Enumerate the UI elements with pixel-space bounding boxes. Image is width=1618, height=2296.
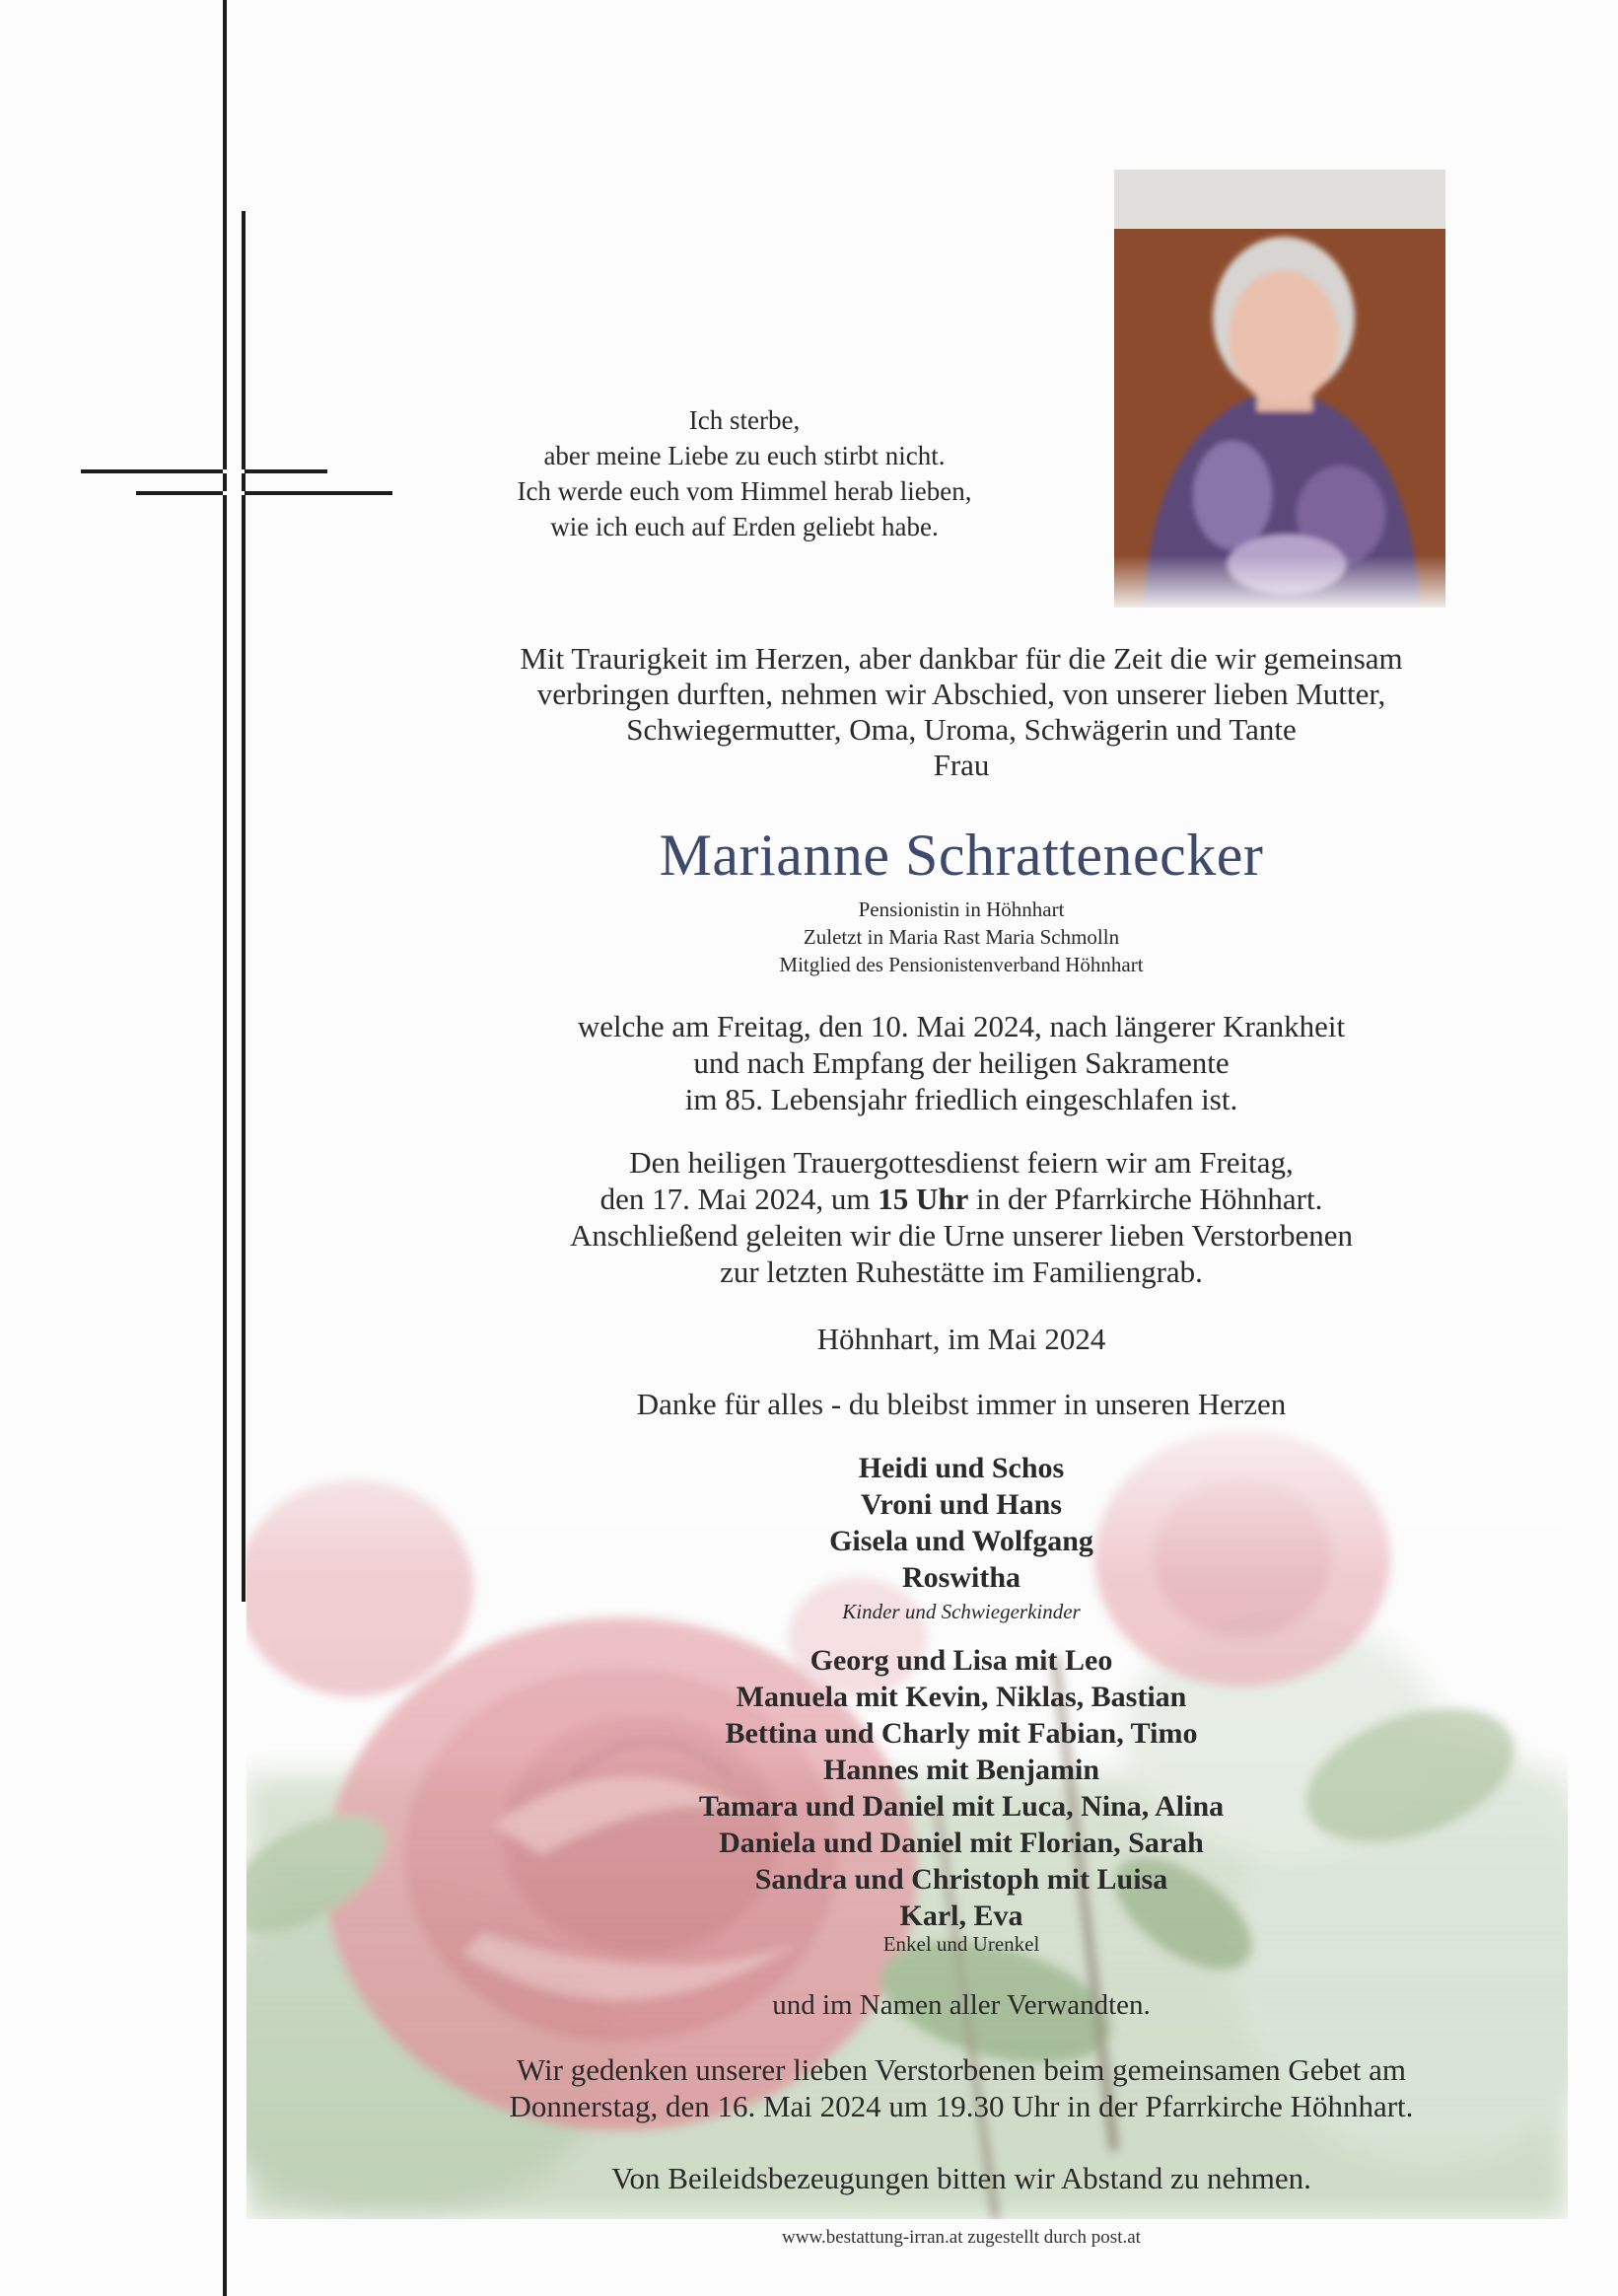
list-item: Bettina und Charly mit Fabian, Timo <box>725 1717 1198 1750</box>
service-line: Anschließend geleiten wir die Urne unserer lieben Verstorbenen <box>570 1218 1353 1253</box>
list-item: Daniela und Daniel mit Florian, Sarah <box>719 1827 1204 1859</box>
portrait-photo <box>1114 170 1445 608</box>
cross-short-vertical <box>242 211 246 1602</box>
service-line: zur letzten Ruhestätte im Familiengrab. <box>720 1255 1203 1289</box>
quote-line: Ich werde euch vom Himmel herab lieben, <box>517 476 972 506</box>
intro-line: Mit Traurigkeit im Herzen, aber dankbar für die Zeit die wir gemeinsam <box>520 641 1403 676</box>
death-paragraph <box>306 1008 1617 1117</box>
cross-long-vertical <box>223 0 227 2296</box>
prayer-paragraph <box>306 2051 1617 2124</box>
list-item: Tamara und Daniel mit Luca, Nina, Alina <box>698 1790 1225 1823</box>
grandchildren-role: Enkel und Urenkel <box>882 1932 1040 1956</box>
thanks-line: Danke für alles - du bleibst immer in unseren Herzen <box>636 1387 1287 1421</box>
list-item: Heidi und Schos <box>858 1452 1065 1484</box>
service-text: den 17. Mai 2024, um <box>599 1182 879 1216</box>
list-item: Sandra und Christoph mit Luisa <box>754 1863 1168 1896</box>
service-text: in der Pfarrkirche Höhnhart. <box>968 1182 1323 1216</box>
condolences-note: Von Beileidsbezeugungen bitten wir Abstand zu nehmen. <box>611 2161 1311 2195</box>
prayer-line: Donnerstag, den 16. Mai 2024 um 19.30 Uhr in der Pfarrkirche Höhnhart. <box>509 2089 1414 2123</box>
place-date: Höhnhart, im Mai 2024 <box>816 1322 1106 1356</box>
list-item: Vroni und Hans <box>861 1488 1062 1521</box>
deceased-info <box>306 896 1617 978</box>
intro-line: Schwiegermutter, Oma, Uroma, Schwägerin und Tante <box>626 712 1297 747</box>
cross-lower-horizontal <box>136 491 392 495</box>
children-list <box>306 1450 1617 1596</box>
intro-line: Frau <box>933 748 990 782</box>
relatives-line: und im Namen aller Verwandten. <box>772 1989 1151 2021</box>
intro-paragraph <box>306 641 1617 783</box>
service-paragraph <box>306 1144 1617 1290</box>
info-line: Mitglied des Pensionistenverband Höhnhart <box>779 953 1144 976</box>
quote-line: Ich sterbe, <box>688 405 801 435</box>
info-line: Pensionistin in Höhnhart <box>858 897 1065 921</box>
list-item: Karl, Eva <box>899 1900 1023 1932</box>
list-item: Manuela mit Kevin, Niklas, Bastian <box>736 1681 1187 1713</box>
service-time: 15 Uhr <box>878 1182 969 1216</box>
service-line: Den heiligen Trauergottesdienst feiern wir am Freitag, <box>629 1145 1294 1180</box>
quote-line: wie ich euch auf Erden geliebt habe. <box>550 512 939 541</box>
deceased-name: Marianne Schrattenecker <box>659 823 1264 888</box>
opening-quote <box>449 402 1040 544</box>
intro-line: verbringen durften, nehmen wir Abschied, von unserer lieben Mutter, <box>536 677 1386 711</box>
grandchildren-list <box>306 1642 1617 1934</box>
list-item: Gisela und Wolfgang <box>829 1525 1093 1557</box>
death-line: im 85. Lebensjahr friedlich eingeschlafen ist. <box>684 1082 1238 1116</box>
footer-url: www.bestattung-irran.at zugestellt durch post.at <box>782 2227 1141 2248</box>
cross-gap <box>223 469 245 473</box>
cross-gap <box>223 491 245 495</box>
cross-upper-horizontal <box>81 469 327 473</box>
death-line: welche am Freitag, den 10. Mai 2024, nach längerer Krankheit <box>577 1009 1346 1043</box>
prayer-line: Wir gedenken unserer lieben Verstorbenen beim gemeinsamen Gebet am <box>516 2052 1406 2087</box>
info-line: Zuletzt in Maria Rast Maria Schmolln <box>803 925 1120 949</box>
death-line: und nach Empfang der heiligen Sakramente <box>693 1045 1230 1080</box>
list-item: Georg und Lisa mit Leo <box>809 1644 1113 1677</box>
list-item: Hannes mit Benjamin <box>822 1754 1100 1786</box>
children-role: Kinder und Schwiegerkinder <box>842 1600 1081 1623</box>
quote-line: aber meine Liebe zu euch stirbt nicht. <box>543 441 946 470</box>
service-line <box>306 1181 1617 1217</box>
list-item: Roswitha <box>901 1561 1020 1594</box>
